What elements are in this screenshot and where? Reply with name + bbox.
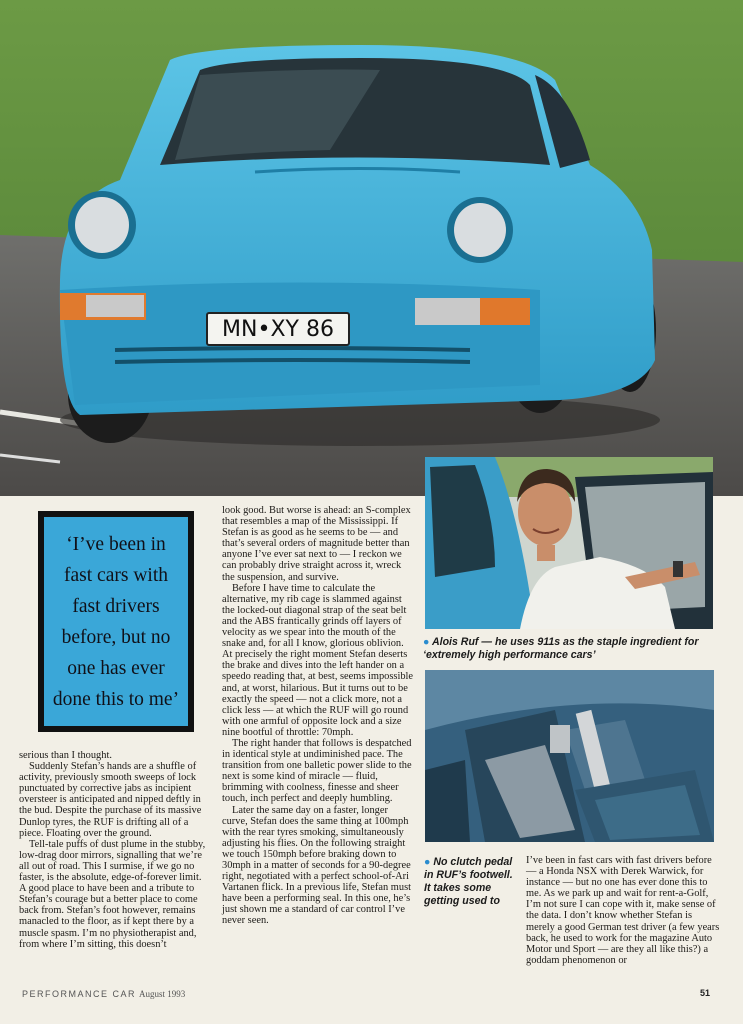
body-column-3 [526, 855, 722, 966]
caption-alois-ruf [423, 636, 723, 662]
paragraph: serious than I thought. [19, 750, 112, 761]
paragraph: Suddenly Stefan’s hands are a shuffle of activity, previously smooth sweeps of lock punctuated by corrective jabs as incipient oversteer is anticipated and nipped deftly in the bud. Despite the purchase of its massive Dunlop tyres, the RUF is drifting all of a piece. Floating over the ground. [19, 761, 202, 839]
body-column-2 [222, 505, 414, 927]
bullet-icon: ● [424, 856, 431, 868]
bullet-icon: ● [423, 636, 430, 648]
issue-date: August 1993 [139, 989, 186, 999]
alois-ruf-illustration [425, 457, 713, 629]
paragraph: I’ve been in fast cars with fast drivers before — a Honda NSX with Derek Warwick, for instance — but no one has ever done this to me. As we park up and wait for rent-a-Golf, I’m not sure I can cope with it, make sense of the data. I don’t know whether Stefan is merely a good German test driver (a few years back, he used to work for the magazine Auto Motor und Sport — are they all like this?) a goddam phenomenon or [526, 855, 720, 966]
alois-ruf-photo [425, 457, 713, 629]
paragraph: look good. But worse is ahead: an S-complex that resembles a map of the Mississippi. If Stefan is as good as he seems to be — and that’s several orders of magnitude better than anyone I’ve ever sat next to — I reckon we can probably drive straight across it, wreck the suspension, and survive. [222, 505, 411, 583]
magazine-title: PERFORMANCE CAR [22, 989, 137, 999]
license-plate: MN•XY 86 [206, 312, 350, 346]
pull-quote-text: ‘I’ve been in fast cars with fast drivers before, but no one has ever done this to me’ [52, 533, 180, 710]
footwell-photo [425, 670, 714, 842]
porsche-photo [0, 0, 743, 496]
pull-quote-panel [44, 517, 188, 726]
caption-text: Alois Ruf — he uses 911s as the staple ingredient for ‘extremely high performance cars’ [423, 636, 699, 661]
body-column-1 [19, 750, 209, 950]
page-number: 51 [700, 988, 711, 998]
paragraph: The right hander that follows is despatched in identical style at undiminished pace. The transition from one balletic power slide to the next is some kind of miracle — fluid, brimming with coolness, finesse and sheer touch, inch perfect and deeply humbling. [222, 737, 412, 805]
paragraph: Tell-tale puffs of dust plume in the stubby, low-drag door mirrors, signalling that we’re all out of road. This I surmise, if we go no faster, is the absolute, edge-of-forever limit. A good place to have been and a tribute to Stefan’s courage but a better place to come back from. Stefan’s foot however, remains manacled to the floor, as if kept there by a muscle spasm. I’m no physiotherapist and, from where I’m sitting, this doesn’t [19, 838, 206, 950]
caption-footwell [424, 856, 519, 908]
paragraph: Before I have time to calculate the alternative, my rib cage is slammed against the locked-out diagonal strap of the seat belt and the ABS frantically grinds off layers of velocity as we spear into the mouth of the snake and, for all I know, glorious oblivion. At precisely the right moment Stefan deserts the brake and dives into the left hander on a speedo reading that, at best, seems impossible and, at worst, hilarious. But it turns out to be exactly the speed — not a click more, not a click less — at which the RUF will go round with one armful of opposite lock and a size nine bootful of throttle: 70mph. [222, 582, 414, 738]
caption-text: No clutch pedal in RUF’s footwell. It takes some getting used to [424, 856, 513, 907]
magazine-footer [22, 989, 185, 999]
paragraph: Later the same day on a faster, longer curve, Stefan does the same thing at 100mph with the rear tyres smoking, simultaneously adjusting his flies. On the following straight we touch 150mph before braking down to 30mph in a matter of seconds for a 90-degree right, negotiated with a perfect school-of-Ari Vartanen flick. In a previous life, Stefan must have been a performing seal. In this one, he’s just shown me a standard of car control I’ve never seen. [222, 804, 411, 927]
pull-quote-box [38, 511, 194, 732]
footwell-illustration [425, 670, 714, 842]
porsche-illustration [0, 0, 743, 496]
